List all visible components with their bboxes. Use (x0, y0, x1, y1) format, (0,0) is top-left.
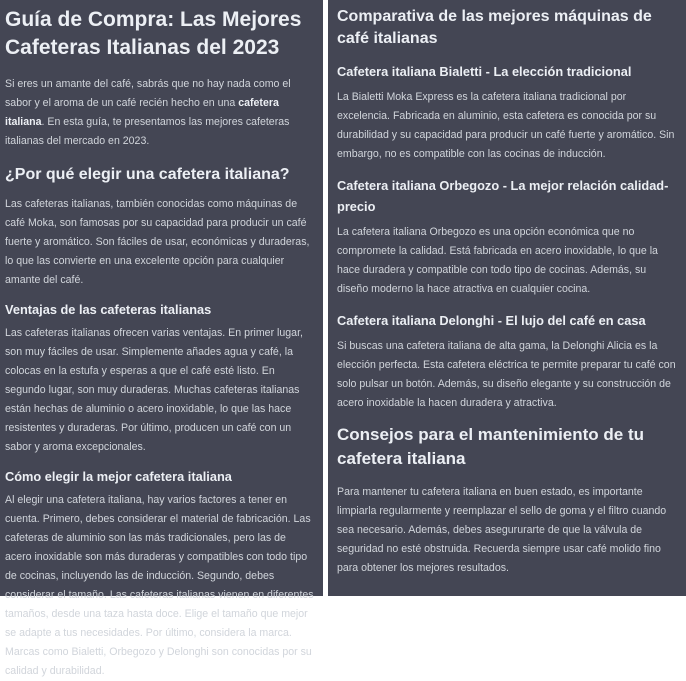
page-title: Guía de Compra: Las Mejores Cafeteras Italianas del 2023 (5, 8, 302, 59)
orbegozo-heading: Cafetera italiana Orbegozo - La mejor relación calidad-precio (337, 178, 669, 214)
delonghi-paragraph: Si buscas una cafetera italiana de alta gama, la Delonghi Alicia es la elección perfecta. Esta cafetera eléctrica te permite preparar tu café con solo pulsar un botón. Además, su diseño elegante y su construcción de acero inoxidable la hacen duradera y atractiva. (337, 340, 676, 409)
intro-text-start: Si eres un amante del café, sabrás que no hay nada como el sabor y el aroma de un café recién hecho en una (5, 78, 291, 109)
intro-text-end: . En esta guía, te presentamos las mejores cafeteras italianas del mercado en 2023. (5, 116, 290, 147)
bialetti-heading: Cafetera italiana Bialetti - La elección tradicional (337, 64, 632, 79)
comparison-heading: Comparativa de las mejores máquinas de café italianas (337, 8, 652, 47)
why-heading: ¿Por qué elegir una cafetera italiana? (5, 166, 290, 183)
left-article-panel (0, 0, 323, 677)
orbegozo-paragraph: La cafetera italiana Orbegozo es una opción económica que no compromete la calidad. Está fabricada en acero inoxidable, lo que la hace duradera y compatible con todo tipo de cocinas. Además, su diseño moderno la hace atractiva en cualquier cocina. (337, 226, 658, 295)
advantages-heading: Ventajas de las cafeteras italianas (5, 302, 212, 317)
intro-paragraph (5, 75, 315, 151)
intro-bold-keyword: cafetera italiana (5, 97, 279, 128)
choose-heading: Cómo elegir la mejor cafetera italiana (5, 469, 232, 484)
delonghi-heading: Cafetera italiana Delonghi - El lujo del café en casa (337, 313, 646, 328)
maintenance-paragraph: Para mantener tu cafetera italiana en buen estado, es importante limpiarla regularmente y reemplazar el sello de goma y el filtro cuando sea necesario. Además, debes asegururarte de que la válvula de seguridad no esté obstruida. Recuerda siempre usar café molido fino para obtener los mejores resultados. (337, 486, 667, 574)
advantages-paragraph: Las cafeteras italianas ofrecen varias ventajas. En primer lugar, son muy fáciles de usar. Simplemente añades agua y café, la colocas en la estufa y esperas a que el café esté listo. En segundo lugar, son muy duraderas. Muchas cafeteras italianas están hechas de aluminio o acero inoxidable, lo que las hace resistentes y duraderas. Por último, producen un café con un sabor y aroma excepcionales. (5, 327, 303, 453)
why-paragraph: Las cafeteras italianas, también conocidas como máquinas de café Moka, son famosas por su capacidad para producir un café fuerte y aromático. Son fáciles de usar, económicas y duraderas, lo que las convierte en una excelente opción para cualquier amante del café. (5, 198, 310, 286)
right-article-panel (328, 0, 686, 596)
maintenance-heading: Consejos para el mantenimiento de tu cafetera italiana (337, 425, 645, 468)
bialetti-paragraph: La Bialetti Moka Express es la cafetera italiana tradicional por excelencia. Fabricada en aluminio, esta cafetera es conocida por su durabilidad y su capacidad para producir un café fuerte y aromático. Sin embargo, no es compatible con las cocinas de inducción. (337, 91, 675, 160)
choose-paragraph: Al elegir una cafetera italiana, hay varios factores a tener en cuenta. Primero, debes considerar el material de fabricación. Las cafeteras de aluminio son las más tradicionales, pero las de acero inoxidable son más duraderas y compatibles con todo tipo de cocinas, incluyendo las de inducción. Segundo, debes considerar el tamaño. Las cafeteras italianas vienen en diferentes tamaños, desde una taza hasta doce. Elige el tamaño que mejor se adapte a tus necesidades. Por último, considera la marca. Marcas como Bialetti, Orbegozo y Delonghi son conocidas por su calidad y durabilidad. (5, 494, 314, 677)
